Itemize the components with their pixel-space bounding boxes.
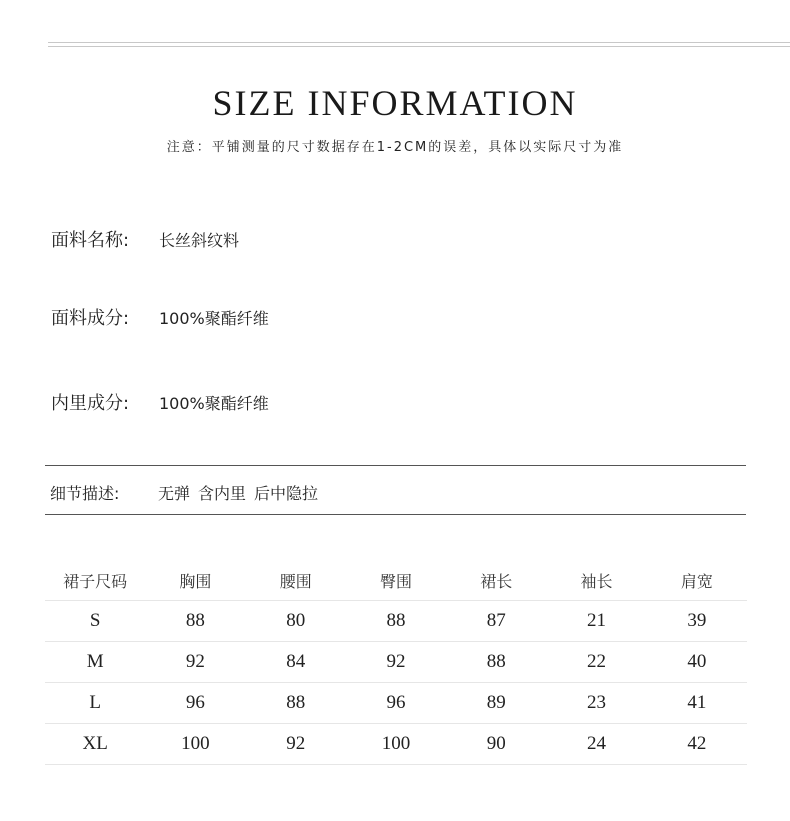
table-cell: 100: [346, 724, 446, 765]
table-cell: L: [45, 683, 145, 724]
table-row: [45, 724, 747, 765]
top-divider-line-2: [48, 46, 790, 47]
fabric-name-label: 面料名称:: [51, 230, 130, 251]
table-cell: 87: [446, 601, 546, 642]
table-cell: 92: [246, 724, 346, 765]
table-cell: 42: [647, 724, 747, 765]
top-divider-line-1: [48, 42, 790, 43]
details-bottom-divider: [45, 514, 746, 515]
table-cell: 88: [346, 601, 446, 642]
table-cell: 96: [346, 683, 446, 724]
table-row: [45, 642, 747, 683]
header-shoulder-width: 肩宽: [647, 561, 747, 601]
header-sleeve-length: 袖长: [546, 561, 646, 601]
header-size: 裙子尺码: [45, 561, 145, 601]
details-top-divider: [45, 465, 746, 466]
table-cell: 88: [446, 642, 546, 683]
header-skirt-length: 裙长: [446, 561, 546, 601]
table-row: [45, 683, 747, 724]
header-bust: 胸围: [145, 561, 245, 601]
detail-item: 后中隐拉: [254, 484, 319, 503]
table-cell: 80: [246, 601, 346, 642]
size-table-header-row: [45, 561, 747, 601]
table-cell: S: [45, 601, 145, 642]
fabric-composition-row: [51, 304, 269, 330]
table-row: [45, 601, 747, 642]
table-cell: 84: [246, 642, 346, 683]
table-cell: 41: [647, 683, 747, 724]
page-title: SIZE INFORMATION: [212, 83, 578, 123]
table-cell: 96: [145, 683, 245, 724]
header-waist: 腰围: [246, 561, 346, 601]
measurement-note: 注意：平铺测量的尺寸数据存在1-2CM的误差，具体以实际尺寸为准: [166, 140, 624, 155]
details-label: 细节描述:: [50, 484, 120, 503]
size-table: [45, 561, 747, 765]
lining-composition-label: 内里成分:: [51, 393, 130, 414]
table-cell: 100: [145, 724, 245, 765]
details-row: [50, 481, 326, 504]
fabric-name-row: [51, 226, 239, 252]
table-cell: M: [45, 642, 145, 683]
table-cell: XL: [45, 724, 145, 765]
fabric-name-value: 长丝斜纹料: [159, 231, 240, 250]
detail-item: 含内里: [198, 484, 247, 503]
table-cell: 89: [446, 683, 546, 724]
table-cell: 22: [546, 642, 646, 683]
table-cell: 40: [647, 642, 747, 683]
table-cell: 23: [546, 683, 646, 724]
table-cell: 88: [246, 683, 346, 724]
table-cell: 92: [145, 642, 245, 683]
fabric-composition-value: 100%聚酯纤维: [159, 309, 269, 328]
table-cell: 21: [546, 601, 646, 642]
table-cell: 24: [546, 724, 646, 765]
table-cell: 92: [346, 642, 446, 683]
lining-composition-value: 100%聚酯纤维: [159, 394, 269, 413]
detail-item: 无弹: [158, 484, 191, 503]
table-cell: 90: [446, 724, 546, 765]
table-cell: 88: [145, 601, 245, 642]
header-hip: 臀围: [346, 561, 446, 601]
table-cell: 39: [647, 601, 747, 642]
fabric-composition-label: 面料成分:: [51, 308, 130, 329]
lining-composition-row: [51, 389, 269, 415]
